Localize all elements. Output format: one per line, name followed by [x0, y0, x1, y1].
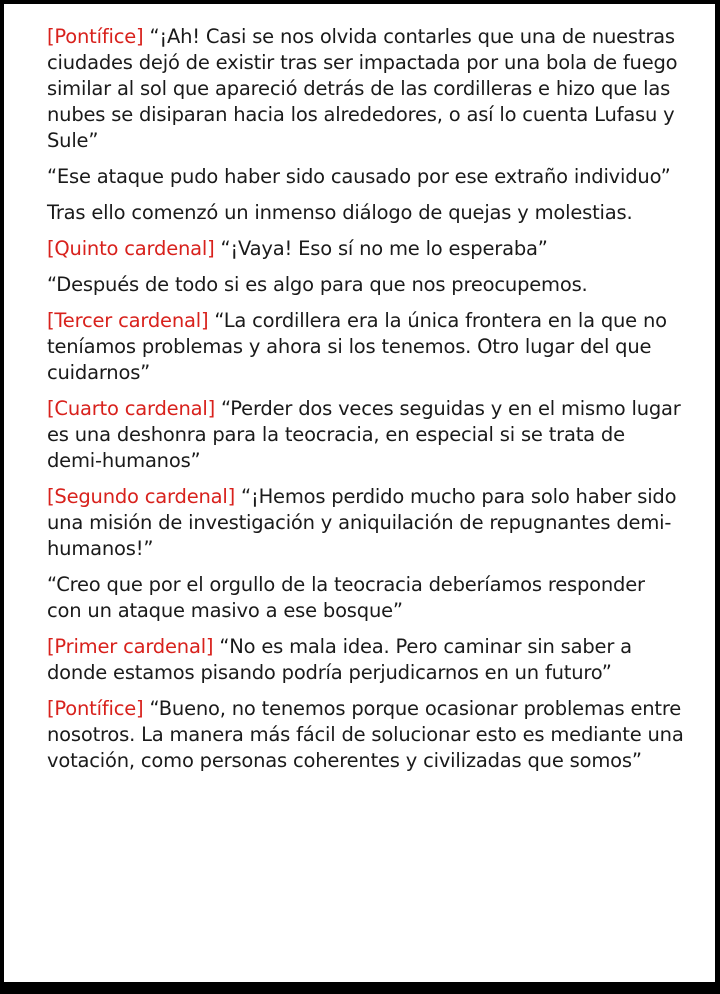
paragraph: [47, 236, 685, 262]
paragraph: [47, 308, 685, 386]
document-page: [4, 4, 715, 982]
paragraph: [47, 572, 685, 624]
speaker-label: [Segundo cardenal]: [47, 485, 236, 508]
paragraph-text: Tras ello comenzó un inmenso diálogo de quejas y molestias.: [47, 201, 633, 224]
speaker-label: [Pontífice]: [47, 697, 144, 720]
paragraph-text: “La cordillera era la única frontera en la que no teníamos problemas y ahora si los tenemos. Otro lugar del que cuidarnos”: [47, 309, 667, 384]
paragraph: [47, 396, 685, 474]
paragraph: [47, 272, 685, 298]
speaker-label: [Tercer cardenal]: [47, 309, 209, 332]
paragraph-text: “Perder dos veces seguidas y en el mismo lugar es una deshonra para la teocracia, en especial si se trata de demi-humanos”: [47, 397, 681, 472]
paragraph: [47, 634, 685, 686]
paragraph-text: “Creo que por el orgullo de la teocracia deberíamos responder con un ataque masivo a ese bosque”: [47, 573, 645, 622]
paragraph-text: “Después de todo si es algo para que nos preocupemos.: [47, 273, 588, 296]
speaker-label: [Cuarto cardenal]: [47, 397, 215, 420]
speaker-label: [Primer cardenal]: [47, 635, 214, 658]
speaker-label: [Pontífice]: [47, 25, 144, 48]
paragraph: [47, 484, 685, 562]
paragraph: [47, 164, 685, 190]
paragraph-text: “¡Hemos perdido mucho para solo haber sido una misión de investigación y aniquilación de repugnantes demi-humanos!”: [47, 485, 677, 560]
paragraph-text: “No es mala idea. Pero caminar sin saber a donde estamos pisando podría perjudicarnos en un futuro”: [47, 635, 632, 684]
paragraph: [47, 24, 685, 154]
paragraph: [47, 696, 685, 774]
paragraph: [47, 200, 685, 226]
paragraph-text: “¡Ah! Casi se nos olvida contarles que una de nuestras ciudades dejó de existir tras ser impactada por una bola de fuego similar al sol que apareció detrás de las cordilleras e hizo que las nubes se disiparan hacia los alrededores, o así lo cuenta Lufasu y Sule”: [47, 25, 678, 152]
paragraph-text: “¡Vaya! Eso sí no me lo esperaba”: [220, 237, 548, 260]
paragraph-text: “Bueno, no tenemos porque ocasionar problemas entre nosotros. La manera más fácil de solucionar esto es mediante una votación, como personas coherentes y civilizadas que somos”: [47, 697, 684, 772]
speaker-label: [Quinto cardenal]: [47, 237, 215, 260]
paragraph-text: “Ese ataque pudo haber sido causado por ese extraño individuo”: [47, 165, 671, 188]
